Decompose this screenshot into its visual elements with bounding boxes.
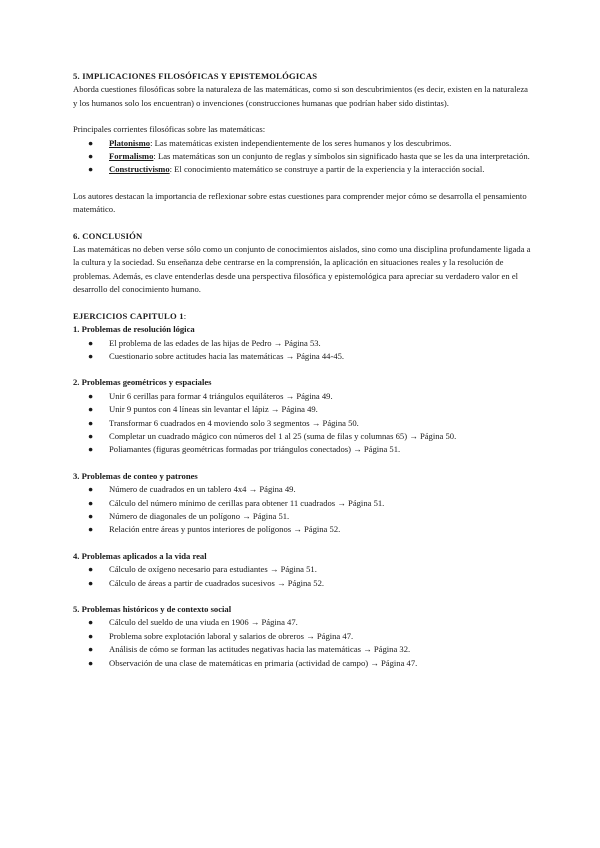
group-heading: [73, 603, 533, 616]
list-item: [73, 390, 533, 403]
list-item: [73, 643, 533, 656]
group-number: 2.: [73, 377, 80, 388]
group-number: 4.: [73, 550, 80, 561]
list-item: [73, 403, 533, 416]
exercise-list: [73, 616, 533, 670]
section5-closing: Los autores destacan la importancia de reflexionar sobre estas cuestiones para comprender mejor cómo se desarrolla el pensamiento matemático.: [73, 190, 527, 215]
bullet-icon: ●: [88, 337, 94, 348]
bullet-icon: ●: [88, 497, 94, 508]
exercise-text: Transformar 6 cuadrados en 4 moviendo solo 3 segmentos → Página 50.: [109, 417, 359, 428]
list-item: [73, 483, 533, 496]
group-heading: [73, 323, 533, 336]
bullet-icon: ●: [88, 644, 94, 655]
current-term: Formalismo: [109, 151, 154, 162]
section6-heading: 6. CONCLUSIÓN: [73, 230, 143, 241]
list-item: [73, 350, 533, 363]
exercise-text: Completar un cuadrado mágico con números del 1 al 25 (suma de filas y columnas 65) → Página 50.: [109, 430, 457, 441]
exercises-title-suffix: :: [183, 310, 187, 321]
currents-list: [73, 137, 533, 177]
exercise-text: Cuestionario sobre actitudes hacia las matemáticas → Página 44-45.: [109, 350, 345, 361]
exercise-list: [73, 563, 533, 590]
bullet-icon: ●: [88, 164, 94, 175]
group-number: 3.: [73, 470, 80, 481]
exercise-text: Cálculo del sueldo de una viuda en 1906 → Página 47.: [109, 617, 298, 628]
exercise-text: Unir 6 cerillas para formar 4 triángulos equiláteros → Página 49.: [109, 390, 333, 401]
bullet-icon: ●: [88, 617, 94, 628]
exercise-text: Número de cuadrados en un tablero 4x4 → Página 49.: [109, 484, 296, 495]
bullet-icon: ●: [88, 510, 94, 521]
current-term: Constructivismo: [109, 164, 170, 175]
group-title: Problemas aplicados a la vida real: [81, 550, 207, 561]
list-item: [73, 497, 533, 510]
exercise-list: [73, 390, 533, 457]
exercise-list: [73, 483, 533, 537]
group-number: 1.: [73, 324, 80, 335]
list-item: [73, 616, 533, 629]
list-item: [73, 563, 533, 576]
list-item: [73, 337, 533, 350]
current-text: : El conocimiento matemático se construye a partir de la experiencia y la interacción social.: [169, 164, 485, 175]
bullet-icon: ●: [88, 484, 94, 495]
group-title: Problemas de conteo y patrones: [81, 470, 198, 481]
exercise-text: Observación de una clase de matemáticas en primaria (actividad de campo) → Página 47.: [109, 657, 418, 668]
list-item: [73, 630, 533, 643]
current-text: : Las matemáticas existen independientemente de los seres humanos y los descubrimos.: [150, 137, 452, 148]
current-text: : Las matemáticas son un conjunto de reglas y símbolos sin significado hasta que se les da una interpretación.: [153, 151, 530, 162]
list-item: [73, 137, 533, 150]
list-item: [73, 443, 533, 456]
bullet-icon: ●: [88, 151, 94, 162]
exercise-text: Análisis de cómo se forman las actitudes negativas hacia las matemáticas → Página 32.: [109, 644, 411, 655]
section5-heading: 5. IMPLICACIONES FILOSÓFICAS Y EPISTEMOLÓGICAS: [73, 71, 318, 81]
exercise-text: Número de diagonales de un polígono → Página 51.: [109, 510, 290, 521]
exercise-text: Relación entre áreas y puntos interiores de polígonos → Página 52.: [109, 524, 341, 535]
exercise-text: Unir 9 puntos con 4 líneas sin levantar el lápiz → Página 49.: [109, 404, 318, 415]
group-title: Problemas de resolución lógica: [81, 324, 195, 335]
list-item: [73, 510, 533, 523]
group-title: Problemas históricos y de contexto social: [81, 604, 232, 614]
bullet-icon: ●: [88, 657, 94, 668]
bullet-icon: ●: [88, 630, 94, 641]
bullet-icon: ●: [88, 524, 94, 535]
group-number: 5.: [73, 604, 80, 614]
section6-text: Las matemáticas no deben verse sólo como un conjunto de conocimientos aislados, sino como una disciplina profundamente ligada a la cultura y la sociedad. Su enseñanza debe centrarse en la comprensión, la aplicación en situaciones reales y la resolución de problemas. Además, es clave entenderlas desde una perspectiva filosófica y epistemológica para apreciar su verdadero valor en el desarrollo del conocimiento humano.: [73, 244, 531, 295]
exercises-heading: [73, 310, 533, 323]
bullet-icon: ●: [88, 430, 94, 441]
currents-intro: Principales corrientes filosóficas sobre las matemáticas:: [73, 124, 266, 135]
bullet-icon: ●: [88, 137, 94, 148]
list-item: [73, 577, 533, 590]
section5-intro: Aborda cuestiones filosóficas sobre la naturaleza de las matemáticas, como si son descubrimientos (es decir, existen en la naturaleza y los humanos solo los encuentran) o invenciones (construcciones humanas que podrían haber sido distintas).: [73, 84, 528, 108]
exercise-text: Poliamantes (figuras geométricas formadas por triángulos conectados) → Página 51.: [109, 444, 401, 455]
group-heading: [73, 550, 533, 563]
exercises-title: EJERCICIOS CAPITULO 1: [73, 310, 184, 321]
exercise-text: Cálculo de oxígeno necesario para estudiantes → Página 51.: [109, 564, 317, 575]
document-page: [73, 70, 533, 670]
group-title: Problemas geométricos y espaciales: [81, 377, 212, 388]
list-item: [73, 657, 533, 670]
list-item: [73, 430, 533, 443]
list-item: [73, 417, 533, 430]
exercise-text: Problema sobre explotación laboral y salarios de obreros → Página 47.: [109, 630, 354, 641]
list-item: [73, 163, 533, 176]
group-heading: [73, 376, 533, 389]
bullet-icon: ●: [88, 577, 94, 588]
bullet-icon: ●: [88, 444, 94, 455]
bullet-icon: ●: [88, 350, 94, 361]
exercise-text: El problema de las edades de las hijas de Pedro → Página 53.: [109, 337, 321, 348]
bullet-icon: ●: [88, 404, 94, 415]
list-item: [73, 523, 533, 536]
bullet-icon: ●: [88, 564, 94, 575]
exercise-text: Cálculo de áreas a partir de cuadrados sucesivos → Página 52.: [109, 577, 325, 588]
bullet-icon: ●: [88, 417, 94, 428]
current-term: Platonismo: [109, 137, 151, 148]
list-item: [73, 150, 533, 163]
exercise-text: Cálculo del número mínimo de cerillas para obtener 11 cuadrados → Página 51.: [109, 497, 385, 508]
bullet-icon: ●: [88, 390, 94, 401]
exercise-list: [73, 337, 533, 364]
group-heading: [73, 470, 533, 483]
